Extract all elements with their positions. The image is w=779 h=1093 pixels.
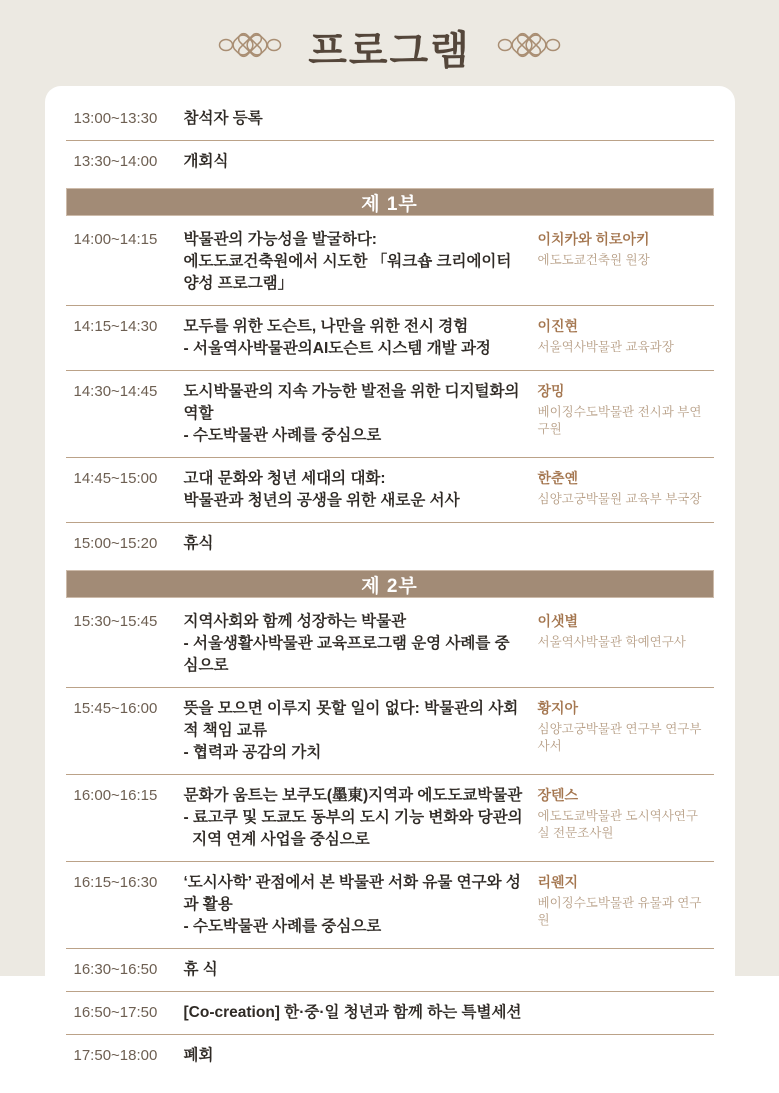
row-time: 16:30~16:50 xyxy=(73,961,158,978)
row-title: [Co-creation] 한·중·일 청년과 함께 하는 특별세션 xyxy=(183,1004,522,1021)
schedule-row xyxy=(66,992,714,1035)
speaker-name: 황지아 xyxy=(537,700,579,716)
row-title: 도시박물관의 지속 가능한 발전을 위한 디지털화의 역할 - 수도박물관 사례를 중심으로 xyxy=(183,383,524,444)
row-title: ‘도시사학’ 관점에서 본 박물관 서화 유물 연구와 성과 활용 - 수도박물관 사례를 중심으로 xyxy=(183,874,521,935)
knot-ornament-icon xyxy=(218,22,282,73)
speaker-block xyxy=(538,468,706,508)
row-time: 13:30~14:00 xyxy=(73,153,158,170)
speaker-name: 이치카와 히로아키 xyxy=(537,231,650,247)
row-title: 모두를 위한 도슨트, 나만을 위한 전시 경험 - 서울역사박물관의AI도슨트 시스템 개발 과정 xyxy=(183,318,491,357)
speaker-name: 이샛별 xyxy=(537,613,579,629)
speaker-affiliation: 서울역사박물관 교육과장 xyxy=(537,340,674,354)
page-header xyxy=(0,0,779,86)
speaker-affiliation: 서울역사박물관 학예연구사 xyxy=(537,635,686,649)
row-title: 폐회 xyxy=(183,1047,214,1064)
row-time: 16:00~16:15 xyxy=(73,787,158,804)
schedule-row xyxy=(66,601,714,688)
row-title: 휴식 xyxy=(183,535,214,552)
section-header-part1 xyxy=(66,188,714,216)
speaker-block xyxy=(538,229,706,269)
speaker-name: 리웬지 xyxy=(537,874,579,890)
schedule-row xyxy=(66,141,714,183)
schedule-row xyxy=(66,862,714,949)
schedule-row xyxy=(66,523,714,565)
speaker-name: 이진현 xyxy=(537,318,579,334)
schedule-row xyxy=(66,458,714,523)
row-time: 14:45~15:00 xyxy=(73,470,158,487)
speaker-affiliation: 심양고궁박물관 연구부 연구부사서 xyxy=(537,722,702,753)
row-title: 문화가 움트는 보쿠도(墨東)지역과 에도도쿄박물관 - 료고쿠 및 도쿄도 동부의 도시 기능 변화와 당관의 지역 연계 사업을 중심으로 xyxy=(183,787,523,848)
row-title: 뜻을 모으면 이루지 못할 일이 없다: 박물관의 사회적 책임 교류 - 협력과 공감의 가치 xyxy=(183,700,519,761)
section-label: 제 1부 xyxy=(361,193,418,215)
speaker-affiliation: 베이징수도박물관 유물과 연구원 xyxy=(537,896,702,927)
speaker-affiliation: 에도도쿄박물관 도시역사연구실 전문조사원 xyxy=(537,809,698,840)
section-label: 제 2부 xyxy=(361,575,418,597)
row-title: 휴 식 xyxy=(183,961,218,978)
schedule-row xyxy=(66,219,714,306)
row-title: 박물관의 가능성을 발굴하다: 에도도쿄건축원에서 시도한 「워크숍 크리에이터 양성 프로그램」 xyxy=(183,231,516,292)
schedule-row xyxy=(66,688,714,775)
row-time: 16:15~16:30 xyxy=(73,874,158,891)
row-time: 14:00~14:15 xyxy=(73,231,158,248)
speaker-block xyxy=(538,785,706,842)
speaker-block xyxy=(538,698,706,755)
schedule-row xyxy=(66,1035,714,1077)
row-time: 17:50~18:00 xyxy=(73,1047,158,1064)
schedule-card xyxy=(45,86,735,1093)
row-time: 15:45~16:00 xyxy=(73,700,158,717)
row-time: 15:00~15:20 xyxy=(73,535,158,552)
row-title: 고대 문화와 청년 세대의 대화: 박물관과 청년의 공생을 위한 새로운 서사 xyxy=(183,470,460,509)
page-title: 프로그램 xyxy=(308,28,471,73)
row-time: 14:15~14:30 xyxy=(73,318,158,335)
speaker-name: 장밍 xyxy=(537,383,565,399)
row-title: 개회식 xyxy=(183,153,229,170)
row-time: 13:00~13:30 xyxy=(73,110,158,127)
speaker-block xyxy=(538,872,706,929)
schedule-row xyxy=(66,949,714,992)
speaker-affiliation: 베이징수도박물관 전시과 부연구원 xyxy=(537,405,702,436)
schedule-row xyxy=(66,98,714,141)
row-title: 참석자 등록 xyxy=(183,110,263,127)
speaker-block xyxy=(538,611,706,651)
section-header-part2 xyxy=(66,570,714,598)
knot-ornament-icon xyxy=(497,22,561,73)
speaker-name: 장텐스 xyxy=(537,787,579,803)
speaker-name: 한춘옌 xyxy=(537,470,579,486)
schedule-row xyxy=(66,775,714,862)
row-time: 14:30~14:45 xyxy=(73,383,158,400)
speaker-block xyxy=(538,381,706,438)
speaker-block xyxy=(538,316,706,356)
row-time: 15:30~15:45 xyxy=(73,613,158,630)
row-time: 16:50~17:50 xyxy=(73,1004,158,1021)
schedule-row xyxy=(66,371,714,458)
speaker-affiliation: 심양고궁박물원 교육부 부국장 xyxy=(537,492,702,506)
schedule-row xyxy=(66,306,714,371)
speaker-affiliation: 에도도쿄건축원 원장 xyxy=(537,253,650,267)
row-title: 지역사회와 함께 성장하는 박물관 - 서울생활사박물관 교육프로그램 운영 사례를 중심으로 xyxy=(183,613,510,674)
